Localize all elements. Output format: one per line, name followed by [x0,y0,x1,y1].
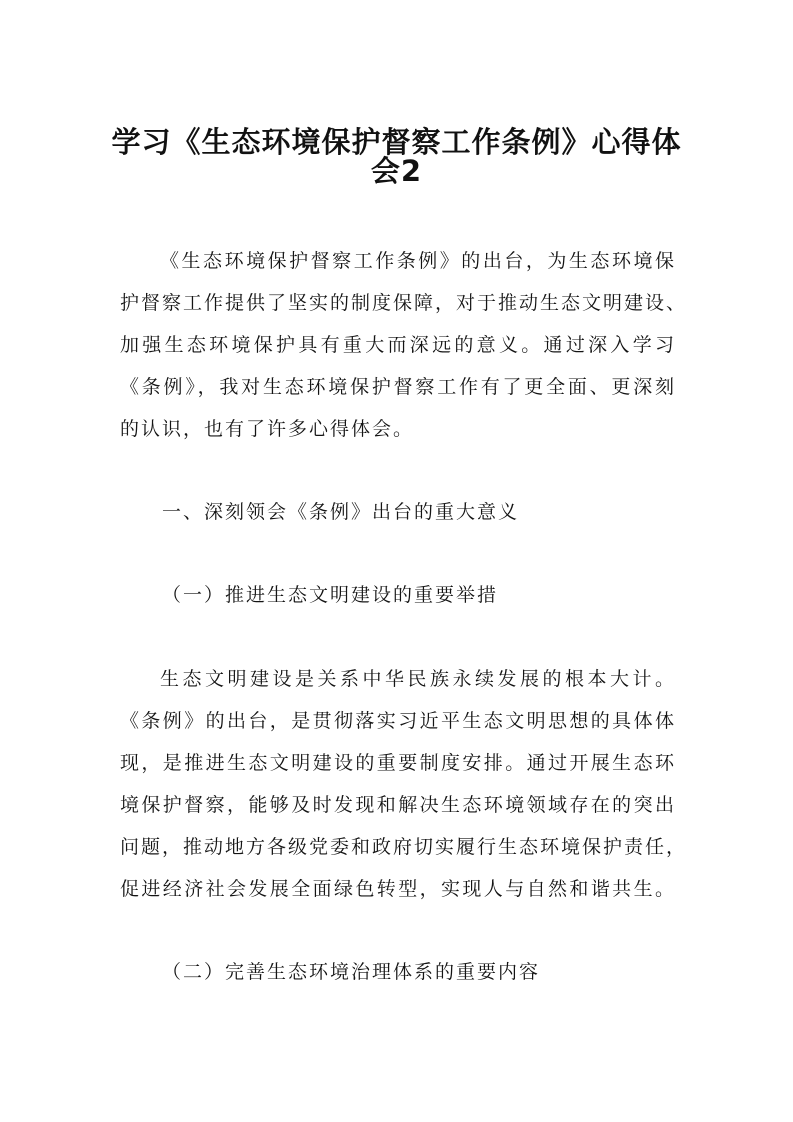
section-heading-1: 一、深刻领会《条例》出台的重大意义 [162,501,520,523]
paragraph-2-line-2: 《条例》的出台，是贯彻落实习近平生态文明思想的具体体 [120,710,676,732]
paragraph-2-line-3: 现，是推进生态文明建设的重要制度安排。通过开展生态环 [120,752,676,774]
paragraph-1-line-4: 《条例》，我对生态环境保护督察工作有了更全面、更深刻 [120,376,676,398]
paragraph-1-line-2: 护督察工作提供了坚实的制度保障，对于推动生态文明建设、 [120,292,688,314]
paragraph-1-line-3: 加强生态环境保护具有重大而深远的意义。通过深入学习 [120,334,676,356]
paragraph-2-line-4: 境保护督察，能够及时发现和解决生态环境领域存在的突出 [120,794,676,816]
subsection-heading-2: （二）完善生态环境治理体系的重要内容 [162,961,541,983]
paragraph-2-line-6: 促进经济社会发展全面绿色转型，实现人与自然和谐共生。 [120,878,676,900]
document-title-line-1: 学习《生态环境保护督察工作条例》心得体 [111,125,682,159]
document-title-line-2: 会2 [370,154,423,188]
paragraph-2-line-1: 生态文明建设是关系中华民族永续发展的根本大计。 [160,668,676,690]
subsection-heading-1: （一）推进生态文明建设的重要举措 [162,584,499,606]
paragraph-1-line-5: 的认识，也有了许多心得体会。 [120,418,415,440]
paragraph-2-line-5: 问题，推动地方各级党委和政府切实履行生态环境保护责任， [120,836,688,858]
paragraph-1-line-1: 《生态环境保护督察工作条例》的出台，为生态环境保 [160,250,676,272]
